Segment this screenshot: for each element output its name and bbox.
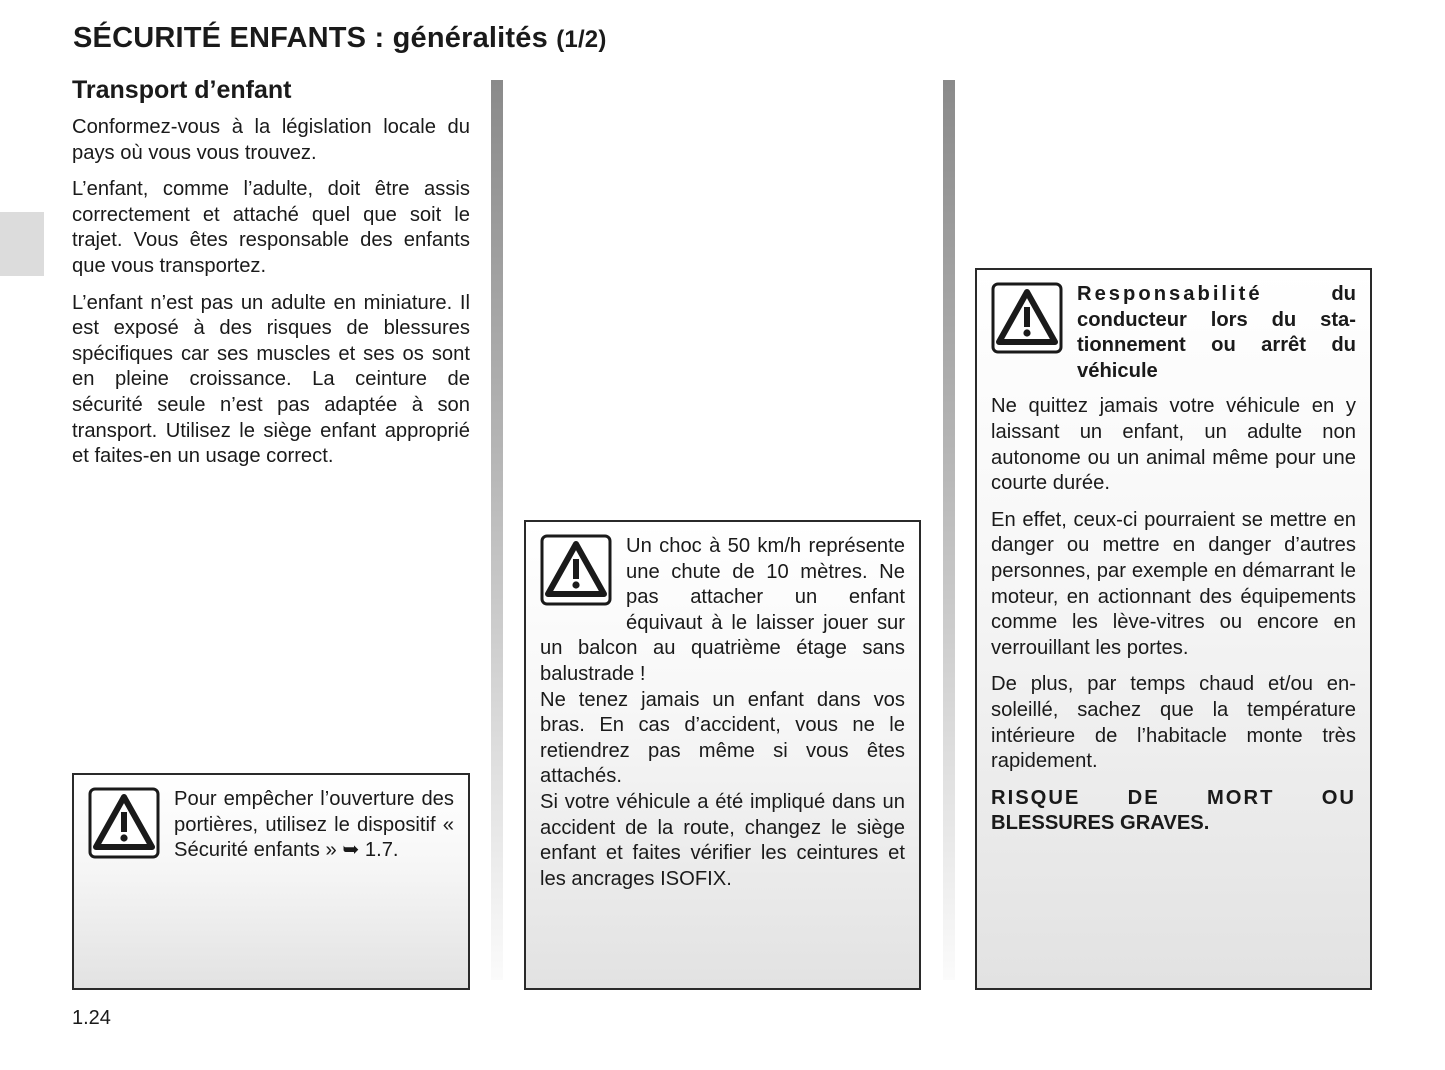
warning-text-arms: Ne tenez jamais un enfant dans vos bras. En cas d’accident, vous ne le retiendrez pas même si vous êtes attachés. <box>540 688 905 788</box>
paragraph-not-adult: L’enfant n’est pas un adulte en miniature. Il est exposé à des risques de blessures spécifiques car ses muscles et ses os sont en pleine croissance. La ceinture de sécurité seule n’est pas adaptée à son transport. Utilisez le siège enfant approprié et faites-en un usage correct. <box>72 291 470 468</box>
paragraph-heat: De plus, par temps chaud et/ou ensoleillé, sachez que la température intérieure de l’habitacle monte très rapidement. <box>991 673 1356 773</box>
page-title <box>73 22 607 55</box>
warning-triangle-icon <box>88 787 160 859</box>
page-title-part: (1/2) <box>556 26 607 53</box>
column-transport <box>72 76 470 481</box>
warning-triangle-icon <box>540 534 612 606</box>
risk-warning: RISQUE DE MORT OU BLESSURES GRAVES. <box>991 786 1356 835</box>
page-number: 1.24 <box>72 1007 111 1029</box>
column-divider-right <box>943 80 955 980</box>
warning-box-driver-responsibility <box>975 268 1372 990</box>
paragraph-legislation: Conformez-vous à la législation locale du pays où vous vous trouvez. <box>72 116 470 164</box>
warning-box-child-lock <box>72 773 470 990</box>
warning-text-impact: Un choc à 50 km/h représente une chute de 10 mètres. Ne pas attacher un enfant équivaut à le laisser jouer sur un balcon au quatrième étage sans balustrade ! <box>540 535 905 685</box>
column-divider-left <box>491 80 503 980</box>
paragraph-seating: L’enfant, comme l’adulte, doit être assis correctement et attaché quel que soit le trajet. Vous êtes responsable des enfants que vous transportez. <box>72 178 470 277</box>
section-heading: Transport d’enfant <box>72 76 292 104</box>
paragraph-never-leave: Ne quittez jamais votre véhicule en y laissant un enfant, un adulte non autonome ou un animal même pour une courte durée. <box>991 395 1356 495</box>
warning-title: Responsabilité du conducteur lors du stationnement ou arrêt du véhicule <box>1077 283 1356 382</box>
page-title-main: SÉCURITÉ ENFANTS : généralités <box>73 22 548 54</box>
section-tab-marker <box>0 212 44 276</box>
warning-triangle-icon <box>991 282 1063 354</box>
warning-text-after-accident: Si votre véhicule a été impliqué dans un accident de la route, changez le siège enfant et faites vérifier les ceintures et les ancrages ISOFIX. <box>540 790 905 890</box>
warning-box-crash <box>524 520 921 990</box>
paragraph-danger: En effet, ceux-ci pourraient se mettre en danger ou mettre en danger d’autres personnes, par exemple en démarrant le moteur, en actionnant des équipements comme les lève-vitres ou encore en verrouillant les portes. <box>991 508 1356 659</box>
warning-text-child-lock: Pour empêcher l’ouverture des portières, utilisez le dispositif « Sécurité enfants » ➥ 1.7. <box>174 788 454 862</box>
